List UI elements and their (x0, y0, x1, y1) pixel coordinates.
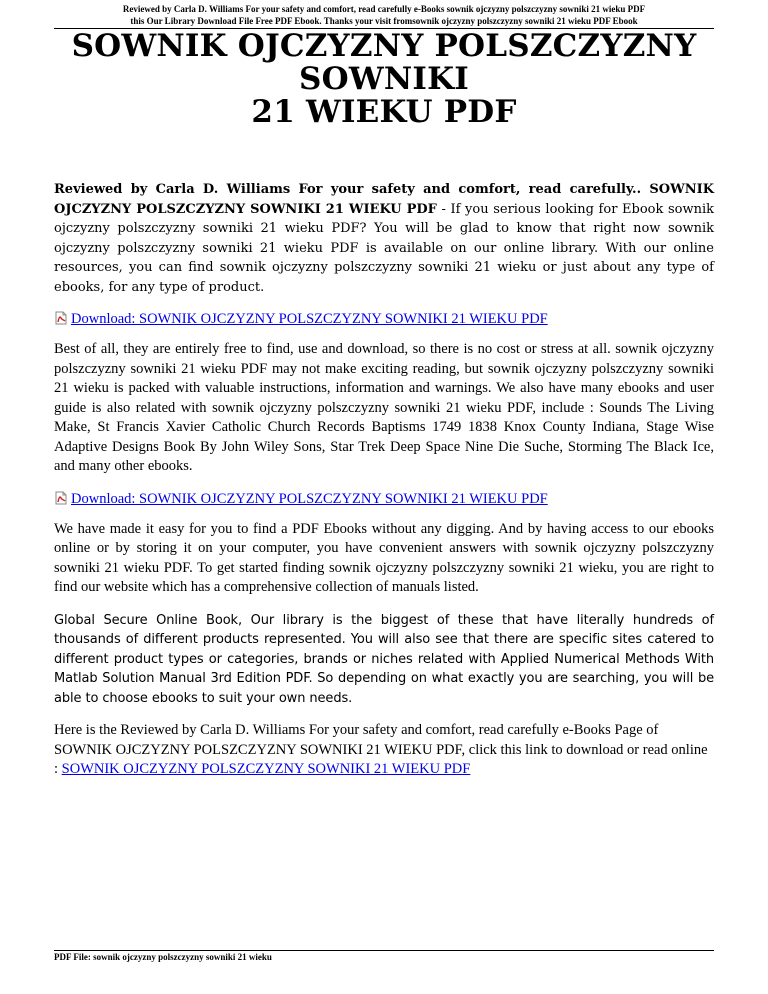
intro-paragraph (54, 180, 714, 297)
page-header (54, 3, 714, 27)
download-link-2[interactable]: Download: SOWNIK OJCZYZNY POLSZCZYZNY SOWNIKI 21 WIEKU PDF (71, 490, 548, 507)
intro-bold-text: Reviewed by Carla D. Williams For your safety and comfort, read carefully.. SOWNIK OJCZYZNY POLSZCZYZNY SOWNIKI 21 WIEKU PDF (54, 182, 714, 217)
title-line-2: 21 WIEKU PDF (251, 94, 517, 130)
download-row-2 (54, 490, 714, 508)
read-online-link[interactable]: SOWNIK OJCZYZNY POLSZCZYZNY SOWNIKI 21 WIEKU PDF (61, 761, 471, 777)
footer-divider (54, 950, 714, 951)
paragraph-4: Global Secure Online Book, Our library is the biggest of these that have literally hundreds of thousands of different products represented. You will also see that there are specific sites catered to different product types or categories, brands or niches related with Applied Numerical Methods With Matlab Solution Manual 3rd Edition PDF. So depending on what exactly you are searching, you will be able to choose ebooks to suit your own needs. (54, 612, 714, 706)
header-line-1: Reviewed by Carla D. Williams For your safety and comfort, read carefully e-Books sownik ojczyzny polszczyzny sowniki 21 wieku PDF (122, 4, 646, 14)
title-line-1: SOWNIK OJCZYZNY POLSZCZYZNY SOWNIKI (71, 28, 697, 97)
main-content (54, 180, 714, 780)
pdf-file-icon (54, 491, 68, 505)
header-line-2: this Our Library Download File Free PDF Ebook. Thanks your visit fromsownik ojczyzny polszczyzny sowniki 21 wieku PDF Ebook (130, 16, 638, 26)
page-title (54, 30, 714, 129)
page-footer: PDF File: sownik ojczyzny polszczyzny sowniki 21 wieku (54, 952, 272, 962)
paragraph-5-text: Here is the Reviewed by Carla D. Williams For your safety and comfort, read carefully e-Books Page of SOWNIK OJCZYZNY POLSZCZYZNY SOWNIKI 21 WIEKU PDF, click this link to download or read online : (54, 722, 708, 777)
download-link-1[interactable]: Download: SOWNIK OJCZYZNY POLSZCZYZNY SOWNIKI 21 WIEKU PDF (71, 311, 548, 327)
paragraph-2: Best of all, they are entirely free to find, use and download, so there is no cost or stress at all. sownik ojczyzny polszczyzny sowniki 21 wieku PDF may not make exciting reading, but sownik ojczyzny polszczyzny sowniki 21 wieku is packed with valuable instructions, information and warnings. We also have many ebooks and user guide is also related with sownik ojczyzny polszczyzny sowniki 21 wieku PDF, include : Sounds The Living Make, St Francis Xavier Catholic Church Records Baptisms 1749 1838 Knox County Indiana, Stage Wise Adaptive Designs Book By John Wiley Sons, Star Trek Deep Space Nine Die Suche, Storming The Black Ice, and many other ebooks. (54, 341, 714, 474)
intro-text: - If you serious looking for Ebook sownik ojczyzny polszczyzny sowniki 21 wieku PDF? You will be glad to know that right now sownik ojczyzny polszczyzny sowniki 21 wieku PDF is available on our online library. With our online resources, you can find sownik ojczyzny polszczyzny sowniki 21 wieku or just about any type of ebooks, for any type of product. (54, 201, 714, 295)
pdf-file-icon (54, 311, 68, 325)
paragraph-3: We have made it easy for you to find a PDF Ebooks without any digging. And by having access to our ebooks online or by storing it on your computer, you have convenient answers with sownik ojczyzny polszczyzny sowniki 21 wieku PDF. To get started finding sownik ojczyzny polszczyzny sowniki 21 wieku, you are right to find our website which has a comprehensive collection of manuals listed. (54, 520, 714, 595)
paragraph-5 (54, 721, 714, 780)
download-row-1 (54, 310, 714, 328)
